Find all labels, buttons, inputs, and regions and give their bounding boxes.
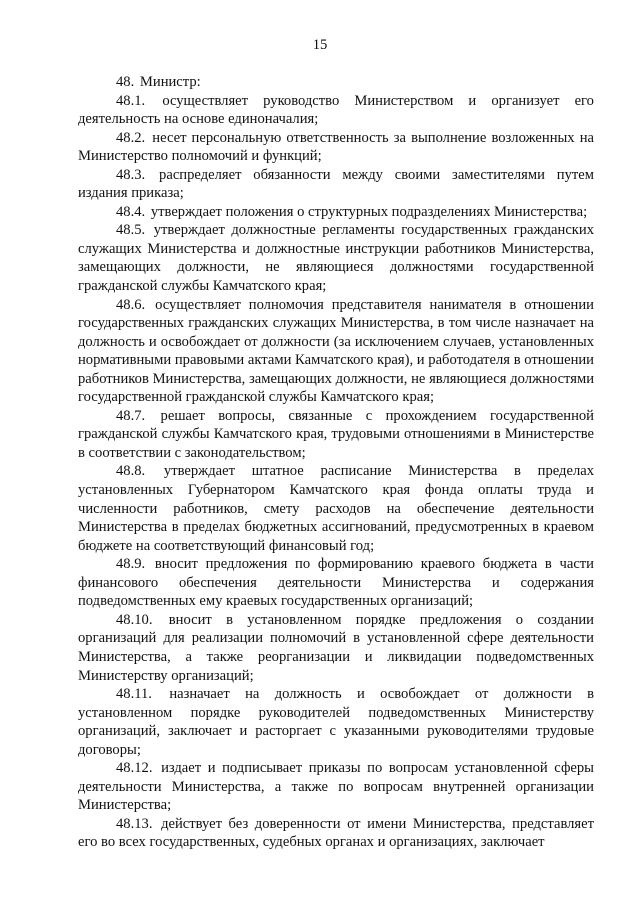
paragraph-48-12 [78, 759, 594, 815]
paragraph-text: вносит предложения по формированию краевого бюджета в части финансового обеспечения деятельности Министерства и содержания подведомственных ему краевых государственных организаций; [78, 556, 594, 610]
paragraph-text: осуществляет полномочия представителя нанимателя в отношении государственных гражданских служащих Министерства, в том числе назначает на должность и освобождает от должности (за исключением случаев, установленных нормативными правовыми актами Камчатского края), и работодателя в отношении работников Министерства, замещающих должности, не являющиеся должностями государственной гражданской службы Камчатского края; [78, 296, 594, 406]
paragraph-number: 48.4. [116, 203, 146, 220]
paragraph-text: утверждает штатное расписание Министерства в пределах установленных Губернатором Камчатского края фонда оплаты труда и численности работников, смету расходов на обеспечение деятельности Министерства в пределах бюджетных ассигнований, предусмотренных в краевом бюджете на соответствующий финансовый год; [78, 463, 594, 554]
paragraph-number: 48.10. [116, 611, 153, 628]
paragraph-text: вносит в установленном порядке предложения о создании организаций для реализации полномочий в установленной сфере деятельности Министерства, а также реорганизации и ликвидации подведомственных Министерству организаций; [78, 611, 594, 684]
paragraph-48-5 [78, 221, 594, 295]
paragraph-number: 48.1. [116, 92, 146, 109]
paragraph-48-6 [78, 296, 594, 407]
paragraph-text: действует без доверенности от имени Министерства, представляет его во всех государственных, судебных органах и организациях, заключает [78, 815, 594, 851]
paragraph-48-3 [78, 166, 594, 203]
paragraph-48-8 [78, 462, 594, 555]
paragraph-text: утверждает положения о структурных подразделениях Министерства; [150, 203, 588, 220]
paragraph-number: 48. [116, 74, 135, 90]
paragraph-number: 48.6. [116, 296, 146, 313]
paragraph-text: распределяет обязанности между своими заместителями путем издания приказа; [78, 166, 594, 202]
paragraph-number: 48.11. [116, 686, 152, 703]
paragraph-48-11 [78, 685, 594, 759]
paragraph-number: 48.5. [116, 222, 146, 239]
paragraph-text: решает вопросы, связанные с прохождением государственной гражданской службы Камчатского края, трудовыми отношениями в Министерстве в соответствии с законодательством; [78, 407, 594, 461]
paragraph-48 [78, 73, 594, 92]
paragraph-number: 48.7. [116, 407, 146, 424]
paragraph-text: издает и подписывает приказы по вопросам установленной сферы деятельности Министерства, а также по вопросам внутренней организации Министерства; [78, 760, 594, 814]
paragraph-48-7 [78, 407, 594, 463]
document-body [78, 73, 594, 852]
paragraph-number: 48.2. [116, 129, 146, 146]
paragraph-48-4 [78, 203, 594, 222]
paragraph-number: 48.3. [116, 166, 146, 183]
page-number: 15 [312, 37, 328, 53]
paragraph-number: 48.13. [116, 815, 153, 832]
paragraph-number: 48.12. [116, 760, 153, 777]
paragraph-48-10 [78, 611, 594, 685]
paragraph-48-13 [78, 815, 594, 852]
paragraph-number: 48.9. [116, 556, 146, 573]
paragraph-text: несет персональную ответственность за выполнение возложенных на Министерство полномочий и функций; [78, 129, 594, 165]
paragraph-text: осуществляет руководство Министерством и организует его деятельность на основе единоначалия; [78, 92, 594, 128]
paragraph-48-1 [78, 92, 594, 129]
paragraph-text: Министр: [139, 74, 201, 90]
paragraph-text: утверждает должностные регламенты государственных гражданских служащих Министерства и должностные инструкции работников Министерства, замещающих должности, не являющиеся должностями государственной гражданской службы Камчатского края; [78, 222, 594, 295]
paragraph-48-2 [78, 129, 594, 166]
paragraph-number: 48.8. [116, 463, 146, 480]
paragraph-48-9 [78, 555, 594, 611]
paragraph-text: назначает на должность и освобождает от должности в установленном порядке руководителей подведомственных Министерству организаций, заключает и расторгает с указанными руководителями трудовые договоры; [78, 686, 594, 758]
